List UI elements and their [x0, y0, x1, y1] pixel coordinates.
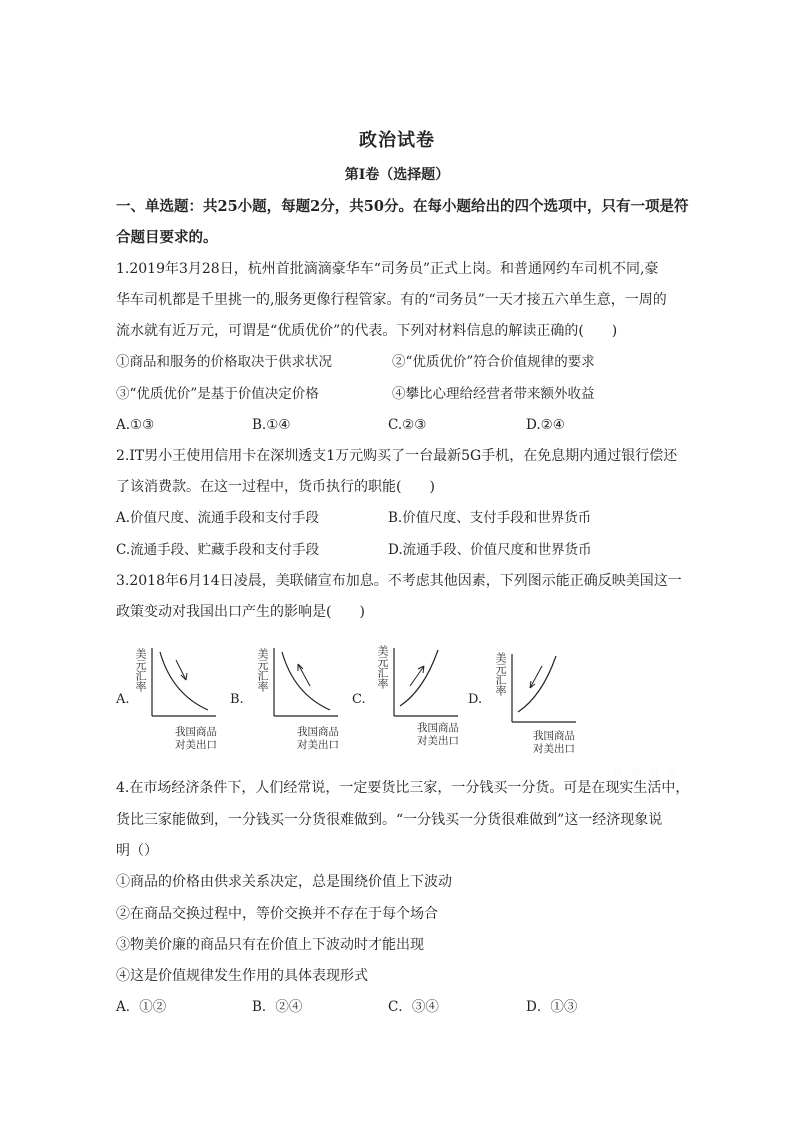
q1-item-4: ④攀比心理给经营者带来额外收益	[392, 386, 595, 402]
q1-option-d: D.②④	[526, 417, 565, 433]
arrow-head-icon	[530, 681, 535, 688]
q4-stem-line-3: 明（）	[116, 843, 158, 859]
page-title: 政治试卷	[359, 130, 435, 151]
q1-stem-line-3: 流水就有近万元，可谓是“优质优价”的代表。下列对材料信息的解读正确的( )	[116, 323, 618, 339]
q1-option-b: B.①④	[252, 417, 291, 433]
q4-option-c: C．③④	[388, 999, 439, 1015]
q4-item-3: ③物美价廉的商品只有在价值上下波动时才能出现	[116, 937, 424, 953]
watermark: ◦ ◦ ◦ ◦	[612, 760, 679, 784]
q4-item-4: ④这是价值规律发生作用的具体表现形式	[116, 968, 368, 984]
q3-graph-d-label: D.	[468, 692, 483, 707]
q1-option-a: A.①③	[116, 417, 155, 433]
curve	[160, 652, 208, 710]
arrow-shaft	[176, 660, 186, 680]
q3-graph-d-ylabel: 美元汇率	[494, 652, 507, 696]
q4-item-1: ①商品的价格由供求关系决定，总是围绕价值上下波动	[116, 874, 452, 890]
section-heading-line-1: 一、单选题：共25小题，每题2分，共50分。在每小题给出的四个选项中，只有一项是符	[116, 198, 689, 215]
q3-graph-d-xlabel	[524, 730, 584, 756]
q1-stem-line-2: 华车司机都是千里挑一的,服务更像行程管家。有的“司务员”一天才接五六单生意，一周的	[116, 292, 667, 308]
q4-item-2: ②在商品交换过程中，等价交换并不存在于每个场合	[116, 906, 438, 922]
q3-stem-line-1: 3.2018年6月14日凌晨，美联储宣布加息。不考虑其他因素，下列图示能正确反映美国这一	[116, 573, 682, 589]
q1-stem-line-1: 1.2019年3月28日，杭州首批滴滴豪华车“司务员”正式上岗。和普通网约车司机不同,豪	[116, 261, 659, 277]
q3-graph-a-ylabel: 美元汇率	[134, 648, 147, 692]
xlabel-line-2: 对美出口	[175, 739, 217, 751]
xlabel-line-1: 我国商品	[297, 726, 339, 738]
q1-item-2: ②“优质优价”符合价值规律的要求	[392, 354, 595, 370]
q3-graph-c-ylabel: 美元汇率	[376, 645, 389, 689]
q3-graph-c-label: C.	[352, 692, 366, 707]
xlabel-line-1: 我国商品	[417, 722, 459, 734]
section-subtitle: 第Ⅰ卷（选择题）	[344, 167, 450, 183]
xlabel-line-2: 对美出口	[417, 735, 459, 747]
curve	[518, 656, 556, 712]
xlabel-line-2: 对美出口	[297, 739, 339, 751]
arrow-shaft	[530, 666, 542, 688]
xlabel-line-2: 对美出口	[533, 743, 575, 755]
q1-item-3: ③“优质优价”是基于价值决定价格	[116, 386, 319, 402]
q4-option-a: A．①②	[116, 999, 167, 1015]
q3-graph-a-xlabel	[166, 726, 226, 752]
arrow-head-icon	[298, 664, 303, 671]
q3-graph-b-ylabel: 美元汇率	[256, 648, 269, 692]
q4-option-d: D．①③	[526, 999, 578, 1015]
xlabel-line-1: 我国商品	[533, 730, 575, 742]
curve	[400, 650, 438, 706]
q2-option-a: A.价值尺度、流通手段和支付手段	[116, 510, 320, 526]
q4-stem-line-2: 货比三家能做到，一分钱买一分货很难做到。“一分钱买一分货很难做到”这一经济现象说	[116, 812, 663, 828]
q3-stem-line-2: 政策变动对我国出口产生的影响是( )	[116, 604, 365, 620]
q2-stem-line-1: 2.IT男小王使用信用卡在深圳透支1万元购买了一台最新5G手机，在免息期内通过银行偿还	[116, 448, 678, 464]
q3-graph-b-label: B.	[230, 692, 244, 707]
q3-graph-b-xlabel	[288, 726, 348, 752]
q1-option-c: C.②③	[388, 417, 427, 433]
q4-option-b: B．②④	[252, 999, 303, 1015]
q2-option-b: B.价值尺度、支付手段和世界货币	[388, 510, 592, 526]
q1-item-1: ①商品和服务的价格取决于供求状况	[116, 354, 332, 370]
q2-option-d: D.流通手段、价值尺度和世界货币	[388, 542, 592, 558]
q2-stem-line-2: 了该消费款。在这一过程中，货币执行的职能( )	[116, 479, 435, 495]
section-heading-line-2: 合题目要求的。	[116, 229, 218, 246]
q4-stem-line-1: 4.在市场经济条件下，人们经常说，一定要货比三家，一分钱买一分货。可是在现实生活中，	[116, 780, 690, 796]
q3-graph-c-xlabel	[408, 722, 468, 748]
q3-graph-a-label: A.	[116, 692, 130, 707]
xlabel-line-1: 我国商品	[175, 726, 217, 738]
arrow-shaft	[298, 664, 310, 686]
curve	[282, 652, 330, 710]
q2-option-c: C.流通手段、贮藏手段和支付手段	[116, 542, 320, 558]
